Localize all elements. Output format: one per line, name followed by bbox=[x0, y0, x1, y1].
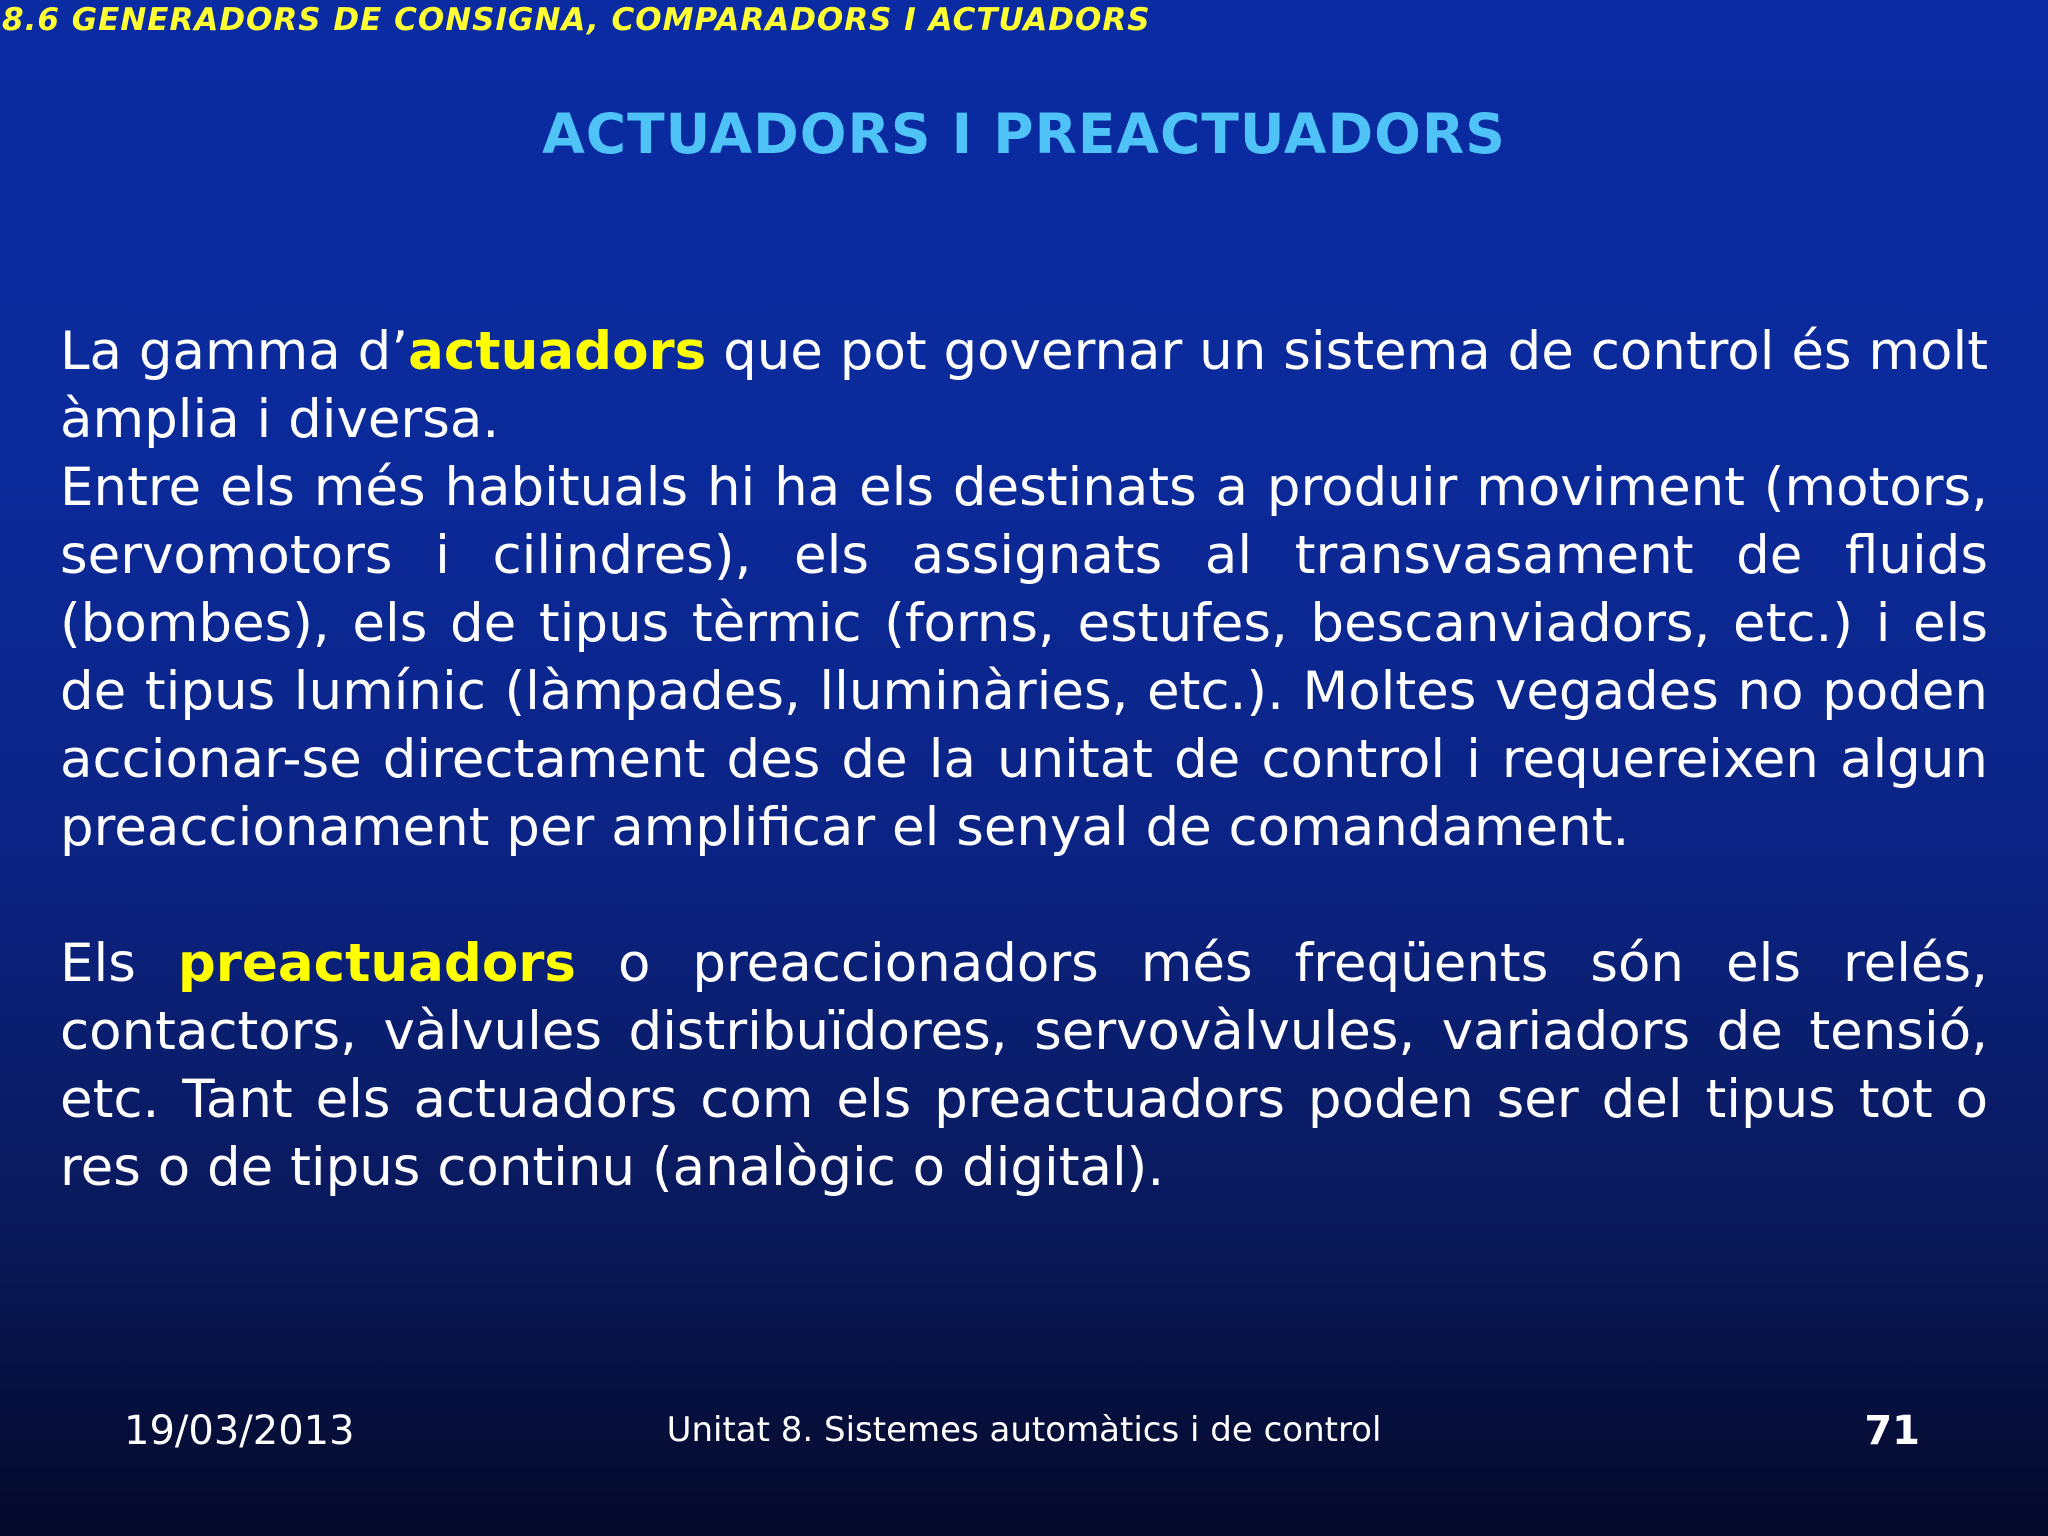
paragraph-3 bbox=[60, 930, 1988, 1202]
paragraph-1-text-a: La gamma d’ bbox=[60, 321, 409, 382]
highlight-preactuadors: preactuadors bbox=[177, 933, 576, 994]
section-header: 8.6 GENERADORS DE CONSIGNA, COMPARADORS I ACTUADORS bbox=[2, 2, 1151, 38]
paragraph-3-text-b: o preaccionadors més freqüents són els relés, contactors, vàlvules distribuïdores, servovàlvules, variadors de tensió, etc. Tant els actuadors com els preactuadors poden ser del tipus tot o res o de tipus continu (analògic o digital). bbox=[60, 933, 1988, 1198]
footer-date: 19/03/2013 bbox=[124, 1408, 355, 1454]
slide-body bbox=[60, 318, 1988, 1202]
paragraph-2: Entre els més habituals hi ha els destinats a produir moviment (motors, servomotors i cilindres), els assignats al transvasament de fluids (bombes), els de tipus tèrmic (forns, estufes, bescanviadors, etc.) i els de tipus lumínic (làmpades, lluminàries, etc.). Moltes vegades no poden accionar-se directament des de la unitat de control i requereixen algun preaccionament per amplificar el senyal de comandament. bbox=[60, 457, 1988, 858]
paragraph-spacer bbox=[60, 862, 1988, 930]
slide-title: ACTUADORS I PREACTUADORS bbox=[542, 102, 1506, 166]
highlight-actuadors: actuadors bbox=[408, 321, 707, 382]
paragraph-1 bbox=[60, 318, 1988, 454]
paragraph-1-text-b: que pot governar un sistema de control és molt àmplia i diversa. bbox=[60, 321, 1988, 450]
footer-unit-title: Unitat 8. Sistemes automàtics i de control bbox=[666, 1410, 1382, 1450]
page-number: 71 bbox=[1864, 1408, 1920, 1454]
paragraph-3-text-a: Els bbox=[60, 933, 178, 994]
